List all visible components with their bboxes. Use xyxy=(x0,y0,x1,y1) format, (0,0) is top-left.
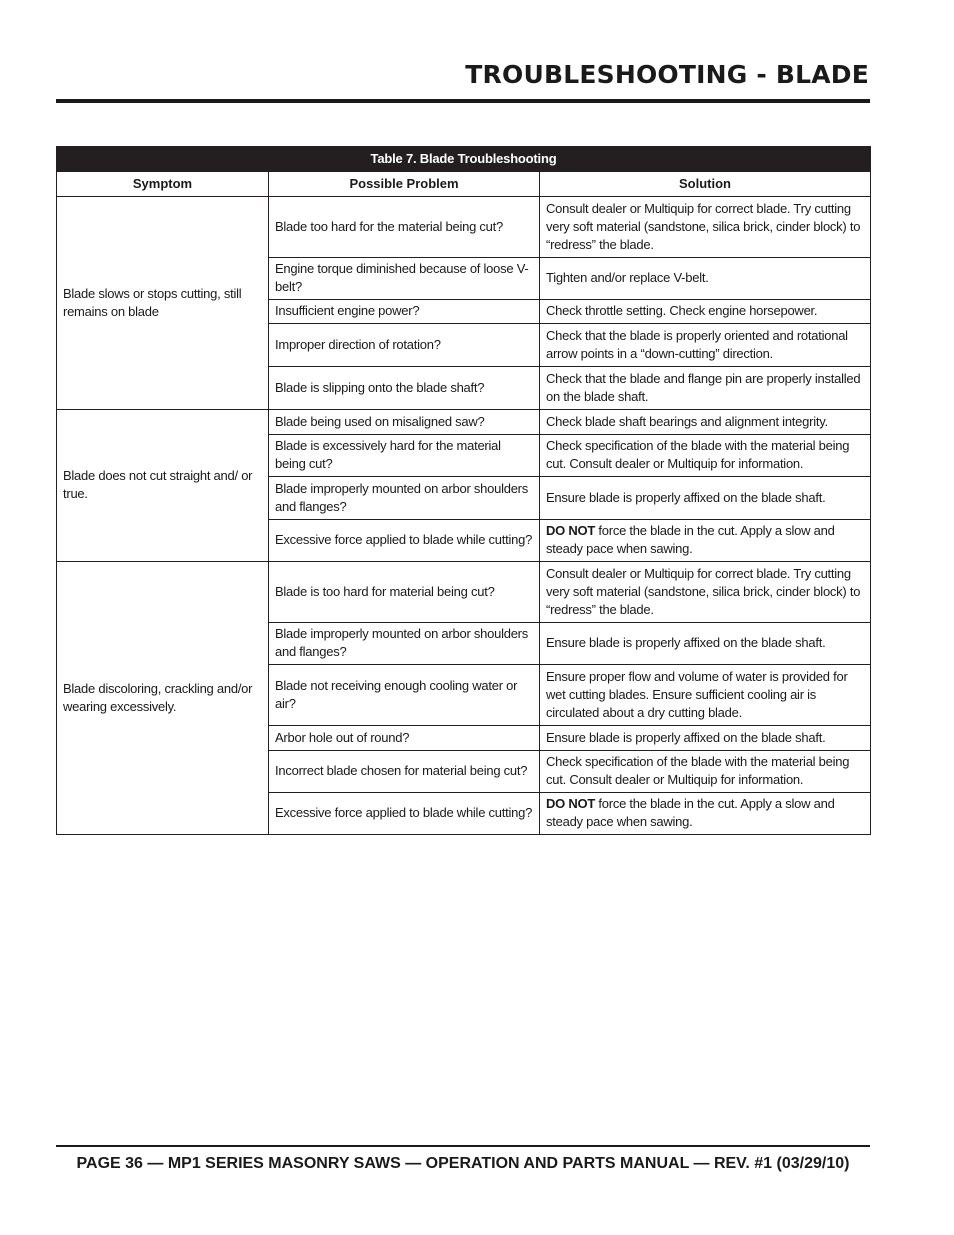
problem-cell: Blade is excessively hard for the material being cut? xyxy=(269,435,540,477)
solution-text: Ensure blade is properly affixed on the blade shaft. xyxy=(546,489,826,505)
table-row xyxy=(57,562,871,623)
solution-text: force the blade in the cut. Apply a slow and steady pace when sawing. xyxy=(546,523,835,556)
solution-cell xyxy=(540,751,871,793)
problem-cell: Blade improperly mounted on arbor shoulders and flanges? xyxy=(269,623,540,665)
solution-text: Ensure blade is properly affixed on the blade shaft. xyxy=(546,635,826,650)
solution-cell xyxy=(540,300,871,324)
symptom-cell: Blade does not cut straight and/ or true. xyxy=(57,410,269,562)
solution-text: Check throttle setting. Check engine horsepower. xyxy=(546,303,818,318)
problem-cell: Insufficient engine power? xyxy=(269,300,540,324)
title-divider xyxy=(56,99,870,103)
table-row xyxy=(57,197,871,258)
solution-cell xyxy=(540,435,871,477)
problem-cell: Blade too hard for the material being cut? xyxy=(269,197,540,258)
problem-cell: Arbor hole out of round? xyxy=(269,726,540,751)
solution-cell xyxy=(540,410,871,435)
symptom-cell: Blade discoloring, crackling and/or wearing excessively. xyxy=(57,562,269,835)
solution-cell xyxy=(540,324,871,367)
troubleshooting-table xyxy=(56,146,871,835)
solution-cell xyxy=(540,367,871,410)
solution-text: Tighten and/or replace V-belt. xyxy=(546,270,709,285)
solution-emphasis: DO NOT xyxy=(546,523,596,538)
problem-cell: Excessive force applied to blade while cutting? xyxy=(269,520,540,562)
symptom-cell: Blade slows or stops cutting, still remains on blade xyxy=(57,197,269,410)
solution-cell xyxy=(540,665,871,726)
problem-cell: Blade being used on misaligned saw? xyxy=(269,410,540,435)
table-body xyxy=(57,197,871,835)
problem-cell: Engine torque diminished because of loose V-belt? xyxy=(269,258,540,300)
page-title: TROUBLESHOOTING - BLADE xyxy=(465,60,869,89)
problem-cell: Improper direction of rotation? xyxy=(269,324,540,367)
problem-cell: Incorrect blade chosen for material being cut? xyxy=(269,751,540,793)
solution-cell xyxy=(540,726,871,751)
solution-cell xyxy=(540,258,871,300)
problem-cell: Excessive force applied to blade while cutting? xyxy=(269,793,540,835)
solution-text: Check blade shaft bearings and alignment integrity. xyxy=(546,413,828,429)
solution-text: Consult dealer or Multiquip for correct blade. Try cutting very soft material (sandstone, silica brick, cinder block) to “redress” the blade. xyxy=(546,200,861,252)
solution-emphasis: DO NOT xyxy=(546,796,596,811)
column-header-symptom: Symptom xyxy=(57,172,269,197)
page-footer: PAGE 36 — MP1 SERIES MASONRY SAWS — OPERATION AND PARTS MANUAL — REV. #1 (03/29/10) xyxy=(76,1155,850,1172)
solution-text: force the blade in the cut. Apply a slow and steady pace when sawing. xyxy=(546,796,835,829)
column-header-possible-problem: Possible Problem xyxy=(269,172,540,197)
table-row xyxy=(57,410,871,435)
solution-cell xyxy=(540,477,871,520)
column-header-solution: Solution xyxy=(540,172,871,197)
solution-cell xyxy=(540,562,871,623)
problem-cell: Blade is slipping onto the blade shaft? xyxy=(269,367,540,410)
solution-text: Check specification of the blade with the material being cut. Consult dealer or Multiquip for information. xyxy=(546,438,850,471)
table-caption: Table 7. Blade Troubleshooting xyxy=(57,147,871,172)
footer-divider xyxy=(56,1145,870,1147)
solution-text: Check specification of the blade with the material being cut. Consult dealer or Multiquip for information. xyxy=(546,754,850,787)
solution-text: Ensure blade is properly affixed on the blade shaft. xyxy=(546,729,826,745)
solution-cell xyxy=(540,197,871,258)
solution-text: Check that the blade and flange pin are properly installed on the blade shaft. xyxy=(546,370,861,404)
problem-cell: Blade is too hard for material being cut? xyxy=(269,562,540,623)
solution-cell xyxy=(540,623,871,665)
solution-text: Ensure proper flow and volume of water is provided for wet cutting blades. Ensure sufficient cooling air is circulated about a dry cutting blade. xyxy=(546,668,848,720)
solution-text: Consult dealer or Multiquip for correct blade. Try cutting very soft material (sandstone, silica brick, cinder block) to “redress” the blade. xyxy=(546,565,861,617)
problem-cell: Blade improperly mounted on arbor shoulders and flanges? xyxy=(269,477,540,520)
solution-cell xyxy=(540,793,871,835)
problem-cell: Blade not receiving enough cooling water or air? xyxy=(269,665,540,726)
solution-cell xyxy=(540,520,871,562)
solution-text: Check that the blade is properly oriented and rotational arrow points in a “down-cutting” direction. xyxy=(546,327,848,361)
